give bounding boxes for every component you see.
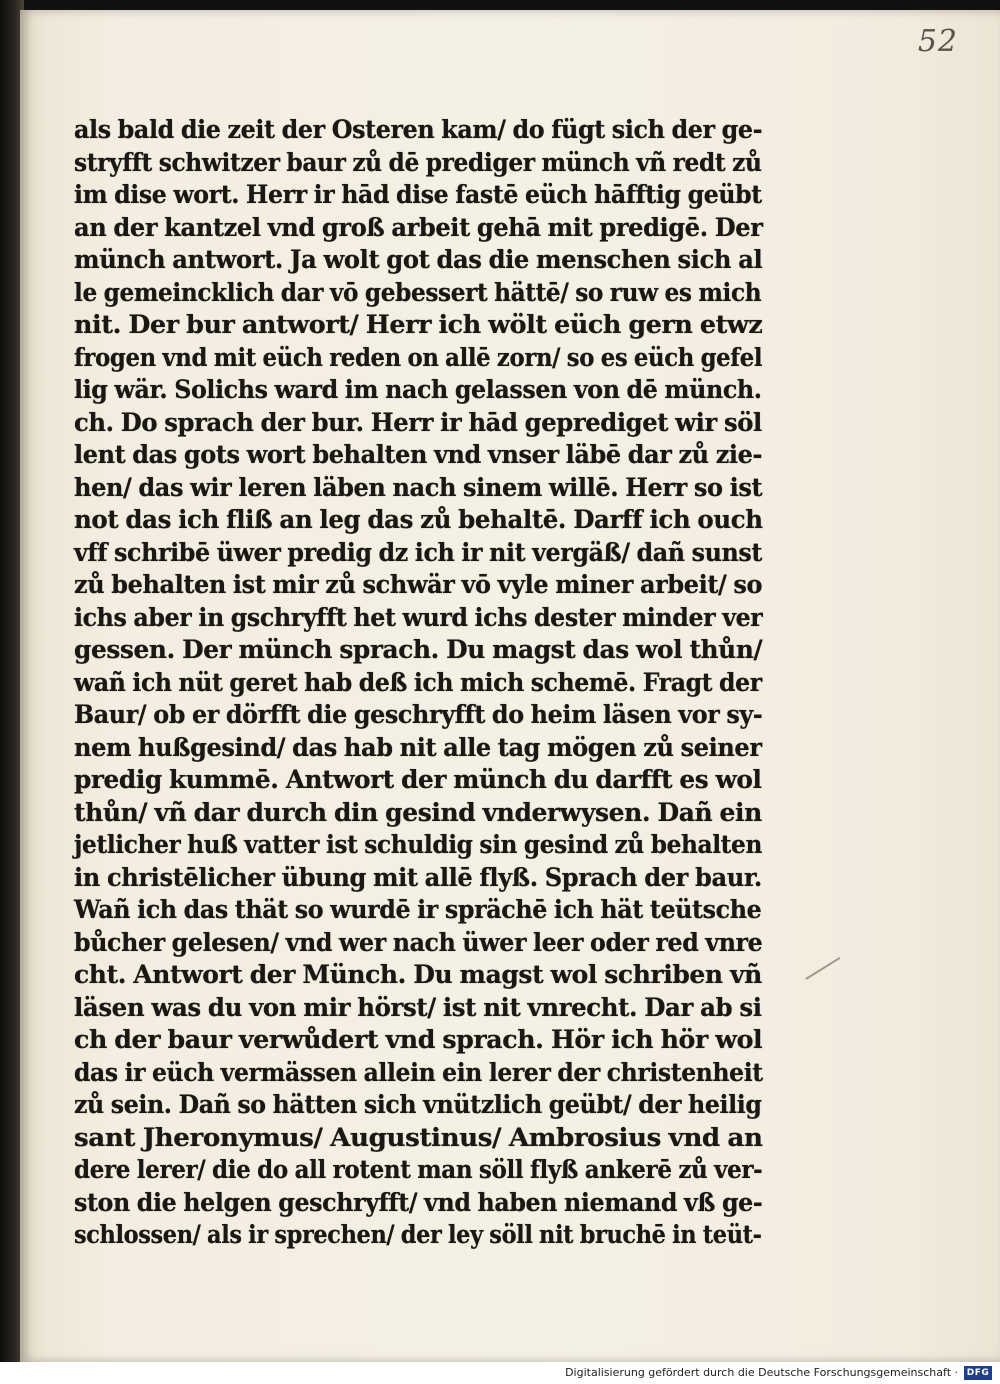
text-line: lig wär. Solichs ward im nach gelassen von dē münch.: [74, 375, 762, 404]
text-line: als bald die zeit der Osteren kam/ do fügt sich der ge-: [74, 115, 763, 144]
text-block: [74, 114, 804, 1252]
text-line: gessen. Der münch sprach. Du magst das wol thůn/: [74, 635, 763, 664]
text-line: hen/ das wir leren läben nach sinem willē. Herr so ist: [74, 472, 763, 502]
text-line: sant Jheronymus/ Augustinus/ Ambrosius vnd an: [74, 1122, 763, 1152]
text-line: predig kummē. Antwort der münch du darfft es wol: [74, 765, 762, 794]
text-line: nem hußgesind/ das hab nit alle tag mögen zů seiner: [74, 732, 762, 762]
text-line: frogen vnd mit eüch reden on allē zorn/ so es eüch gefel: [74, 342, 763, 372]
text-line: schlossen/ als ir sprechen/ der ley söll nit bruchē in teüt-: [74, 1220, 762, 1249]
dfg-logo-icon: DFG: [964, 1366, 992, 1380]
text-line: vff schribē üwer predig dz ich ir nit vergäß/ dañ sunst: [74, 537, 762, 567]
text-line: münch antwort. Ja wolt got das die menschen sich al: [74, 245, 763, 274]
text-line: läsen was du von mir hörst/ ist nit vnrecht. Dar ab si: [74, 992, 762, 1022]
text-line: ichs aber in gschryfft het wurd ichs dester minder ver: [74, 602, 763, 632]
text-line: bůcher gelesen/ vnd wer nach üwer leer oder red vnre: [74, 927, 763, 957]
funding-credit: Digitalisierung gefördert durch die Deutsche Forschungsgemeinschaft ·: [565, 1366, 958, 1379]
text-line: cht. Antwort der Münch. Du magst wol schriben vñ: [74, 960, 762, 989]
text-line: stryfft schwitzer baur zů dē prediger münch vñ redt zů: [74, 147, 762, 177]
footer-bar: [0, 1362, 1000, 1384]
text-line: dere lerer/ die do all rotent man söll flyß ankerē zů ver-: [74, 1155, 763, 1184]
text-line: ston die helgen geschryfft/ vnd haben niemand vß ge-: [74, 1187, 763, 1217]
text-line: not das ich fliß an leg das zů behaltē. Darff ich ouch: [74, 505, 763, 534]
book-page: [20, 10, 1000, 1362]
text-line: wañ ich nüt geret hab deß ich mich schemē. Fragt der: [74, 667, 762, 697]
text-line: an der kantzel vnd groß arbeit gehā mit predigē. Der: [74, 212, 763, 242]
text-line: lent das gots wort behalten vnd vnser läbē dar zů zie-: [74, 440, 763, 469]
text-line: das ir eüch vermässen allein ein lerer der christenheit: [74, 1057, 763, 1087]
text-line: Wañ ich das thät so wurdē ir sprächē ich hät teütsche: [74, 895, 762, 924]
text-line: le gemeincklich dar vō gebessert hättē/ so ruw es mich: [74, 277, 762, 307]
text-line: zů behalten ist mir zů schwär vō vyle miner arbeit/ so: [74, 570, 763, 599]
text-line: jetlicher huß vatter ist schuldig sin gesind zů behalten: [74, 830, 763, 859]
text-line: ch. Do sprach der bur. Herr ir hād geprediget wir söl: [74, 407, 762, 437]
text-line: nit. Der bur antwort/ Herr ich wölt eüch gern etwz: [74, 310, 763, 339]
text-line: im dise wort. Herr ir hād dise fastē eüch hāfftig geübt: [74, 180, 762, 209]
text-line: zů sein. Dañ so hätten sich vnützlich geübt/ der heilig: [74, 1090, 762, 1119]
text-line: ch der baur verwůdert vnd sprach. Hör ich hör wol: [74, 1025, 763, 1054]
text-line: thůn/ vñ dar durch din gesind vnderwysen. Dañ ein: [74, 797, 762, 827]
folio-number: 52: [917, 24, 958, 59]
text-line: Baur/ ob er dörfft die geschryfft do heim läsen vor sy-: [74, 700, 763, 729]
text-line: in christēlicher übung mit allē flyß. Sprach der baur.: [74, 862, 762, 892]
